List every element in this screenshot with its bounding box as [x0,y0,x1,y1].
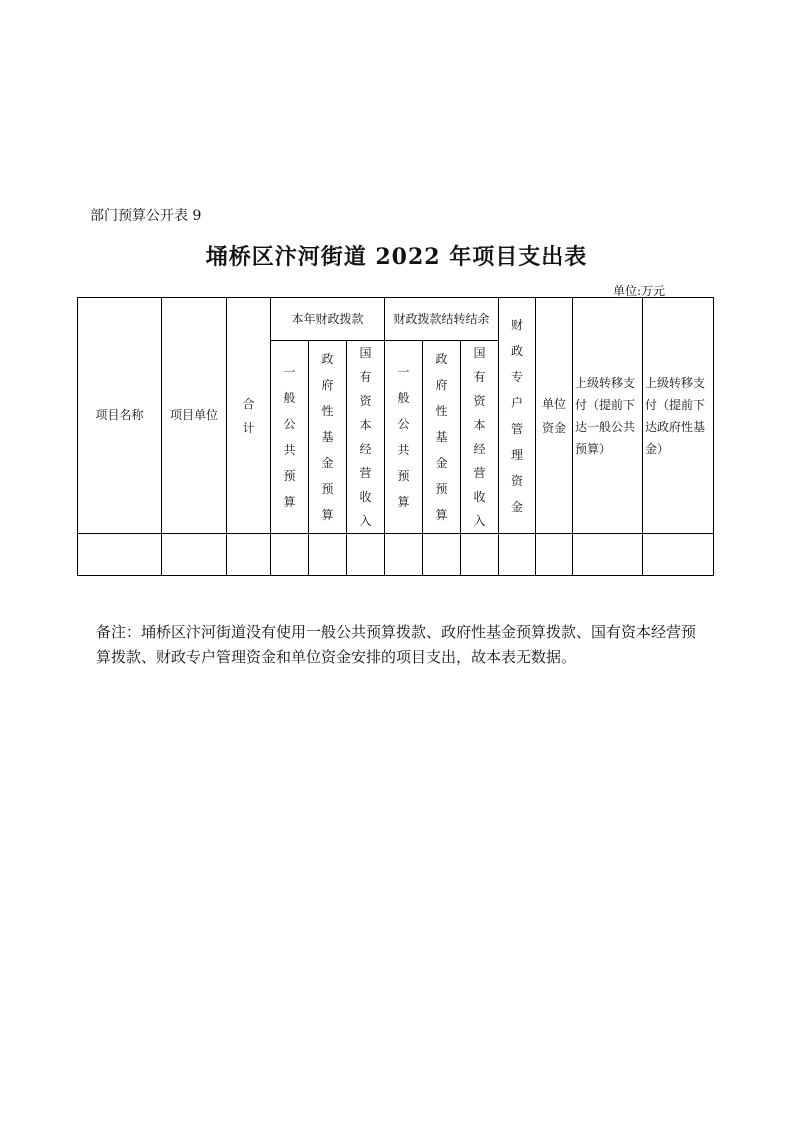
header-cy-gov-fund: 政府性基金预算 [309,341,347,534]
header-co-general-budget: 一般公共预算 [385,341,423,534]
table-cell [78,534,162,576]
header-special-account: 财政专户管理资金 [499,298,536,534]
table-cell [309,534,347,576]
header-project-name: 项目名称 [78,298,162,534]
header-cy-state-capital: 国有资本经营收入 [347,341,385,534]
table-row [78,534,714,576]
table-cell [271,534,309,576]
header-upper-general: 上级转移支付（提前下达一般公共预算） [573,298,643,534]
header-project-unit: 项目单位 [162,298,227,534]
table-cell [461,534,499,576]
project-expenditure-table [77,297,714,576]
header-co-state-capital: 国有资本经营收入 [461,341,499,534]
table-cell [347,534,385,576]
header-unit-fund: 单位资金 [536,298,573,534]
table-cell [573,534,643,576]
table-cell [499,534,536,576]
table-cell [227,534,271,576]
header-current-year-group: 本年财政拨款 [271,298,385,341]
table-cell [423,534,461,576]
header-cy-general-budget: 一般公共预算 [271,341,309,534]
header-row-1 [78,298,714,341]
header-total: 合计 [227,298,271,534]
table-caption: 部门预算公开表 9 [90,208,202,224]
unit-label: 单位:万元 [612,284,665,298]
page-title: 埇桥区汴河街道 2022 年项目支出表 [205,244,588,270]
table-cell [162,534,227,576]
header-upper-fund: 上级转移支付（提前下达政府性基金） [643,298,714,534]
table-cell [536,534,573,576]
table-cell [385,534,423,576]
header-co-gov-fund: 政府性基金预算 [423,341,461,534]
table-cell [643,534,714,576]
header-carryover-group: 财政拨款结转结余 [385,298,499,341]
remark-text: 备注：埇桥区汴河街道没有使用一般公共预算拨款、政府性基金预算拨款、国有资本经营预算拨款、财政专户管理资金和单位资金安排的项目支出，故本表无数据。 [96,623,697,666]
